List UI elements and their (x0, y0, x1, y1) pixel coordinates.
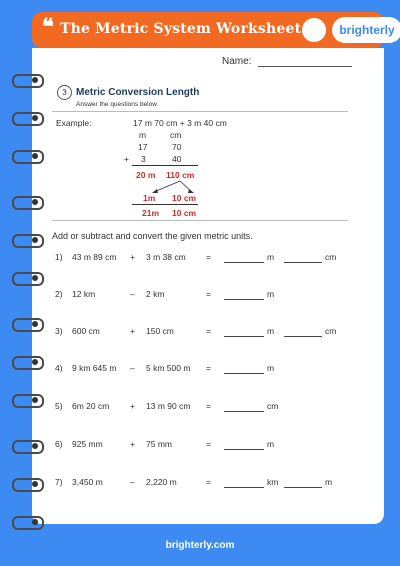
answer-blank-1[interactable] (224, 487, 264, 488)
brighterly-logo: brighterly (332, 17, 400, 43)
name-field-line[interactable] (258, 66, 352, 67)
problem-operand-b: 2,220 m (146, 477, 177, 487)
problem-number: 6) (55, 439, 63, 449)
example-divider (52, 220, 348, 221)
example-sum-line (132, 165, 198, 166)
problem-operand-b: 75 mm (146, 439, 172, 449)
example-plus-sign: + (124, 154, 129, 164)
problem-operand-b: 13 m 90 cm (146, 401, 191, 411)
spiral-ring (12, 318, 40, 330)
answer-unit-1: m (267, 363, 275, 373)
example-row1-m: 17 (138, 142, 148, 152)
carry-arrow-icon (140, 180, 200, 194)
problem-operator: + (130, 326, 135, 336)
problem-operator: + (130, 252, 135, 262)
quote-icon: ❝ (42, 14, 54, 40)
problem-operator: + (130, 439, 135, 449)
problem-number: 1) (55, 252, 63, 262)
spiral-ring (12, 112, 40, 124)
answer-unit-1: m (267, 252, 275, 262)
problem-equals: = (206, 252, 211, 262)
problem-operator: – (130, 363, 135, 373)
answer-blank-2[interactable] (284, 487, 322, 488)
problem-equals: = (206, 363, 211, 373)
answer-unit-1: m (267, 289, 275, 299)
section-subtitle: Answer the questions below (76, 101, 157, 108)
example-result-m: 21m (142, 208, 160, 218)
problem-operand-a: 12 km (72, 289, 96, 299)
answer-blank-1[interactable] (224, 299, 264, 300)
answer-unit-1: m (267, 326, 275, 336)
example-sum-cm: 110 cm (166, 170, 195, 180)
spiral-ring (12, 234, 40, 246)
example-sum-m: 20 m (136, 170, 156, 180)
problem-number: 4) (55, 363, 63, 373)
problem-operand-b: 150 cm (146, 326, 174, 336)
spiral-ring (12, 196, 40, 208)
answer-blank-1[interactable] (224, 373, 264, 374)
example-col-m: m (139, 130, 147, 140)
problem-operand-b: 2 km (146, 289, 165, 299)
answer-blank-2[interactable] (284, 336, 322, 337)
problem-number: 3) (55, 326, 63, 336)
problem-number: 5) (55, 401, 63, 411)
answer-unit-1: km (267, 477, 279, 487)
spiral-ring (12, 150, 40, 162)
problem-equals: = (206, 289, 211, 299)
worksheet-title: The Metric System Worksheet (60, 21, 302, 37)
answer-blank-2[interactable] (284, 262, 322, 263)
spiral-ring (12, 356, 40, 368)
answer-blank-1[interactable] (224, 411, 264, 412)
example-row2-cm: 40 (172, 154, 182, 164)
problem-operator: + (130, 401, 135, 411)
problem-operand-a: 6m 20 cm (72, 401, 110, 411)
problem-number: 2) (55, 289, 63, 299)
circle-decoration (302, 18, 326, 42)
answer-blank-1[interactable] (224, 449, 264, 450)
spiral-ring (12, 394, 40, 406)
example-label: Example: (56, 118, 92, 128)
problem-operand-b: 3 m 38 cm (146, 252, 186, 262)
problem-operator: – (130, 289, 135, 299)
problem-operand-a: 925 mm (72, 439, 103, 449)
problem-equals: = (206, 439, 211, 449)
answer-unit-1: cm (267, 401, 279, 411)
example-carry-m: 1m (143, 193, 156, 203)
problem-equals: = (206, 326, 211, 336)
example-result-line (132, 204, 198, 205)
problem-operand-a: 600 cm (72, 326, 100, 336)
answer-unit-2: cm (325, 252, 337, 262)
example-col-cm: cm (170, 130, 182, 140)
problem-operand-a: 3,450 m (72, 477, 103, 487)
problem-number: 7) (55, 477, 63, 487)
spiral-ring (12, 440, 40, 452)
problem-operand-a: 9 km 645 m (72, 363, 117, 373)
name-label: Name: (222, 56, 252, 67)
problem-operand-a: 43 m 89 cm (72, 252, 117, 262)
answer-unit-2: cm (325, 326, 337, 336)
example-carry-cm: 10 cm (172, 193, 197, 203)
answer-blank-1[interactable] (224, 262, 264, 263)
spiral-ring (12, 74, 40, 86)
instructions-text: Add or subtract and convert the given metric units. (52, 231, 253, 241)
worksheet-header (32, 12, 395, 48)
spiral-ring (12, 272, 40, 284)
footer-url: brighterly.com (165, 540, 235, 551)
spiral-ring (12, 516, 40, 528)
answer-blank-1[interactable] (224, 336, 264, 337)
section-number-badge: 3 (57, 85, 72, 100)
spiral-ring (12, 478, 40, 490)
problem-equals: = (206, 401, 211, 411)
answer-unit-1: m (267, 439, 275, 449)
example-row1-cm: 70 (172, 142, 182, 152)
example-result-cm: 10 cm (172, 208, 197, 218)
example-row2-m: 3 (141, 154, 146, 164)
example-expression: 17 m 70 cm + 3 m 40 cm (133, 118, 227, 128)
problem-operand-b: 5 km 500 m (146, 363, 191, 373)
section-divider (52, 111, 348, 112)
answer-unit-2: m (325, 477, 333, 487)
problem-equals: = (206, 477, 211, 487)
problem-operator: – (130, 477, 135, 487)
section-title: Metric Conversion Length (76, 87, 200, 98)
